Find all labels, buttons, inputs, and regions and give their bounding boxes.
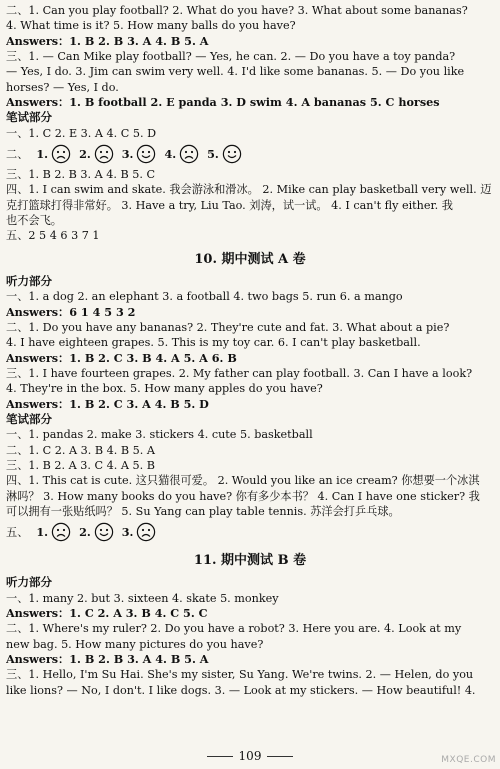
text-line: 五、2 5 4 6 3 7 1 bbox=[6, 229, 100, 243]
section-10-title: 10. 期中测试 A 卷 bbox=[194, 251, 306, 267]
text-line: 克打篮球打得非常好。 3. Have a try, Liu Tao. 刘涛，试一试。 4. I can't fly either. 我 bbox=[6, 198, 453, 212]
face-answer-number: 2. bbox=[79, 525, 91, 540]
face-answer bbox=[36, 144, 71, 164]
text-line: 三、1. I have fourteen grapes. 2. My father can play football. 3. Can I have a look? bbox=[6, 366, 473, 380]
text-line: 二、1. C 2. A 3. B 4. B 5. A bbox=[6, 443, 155, 457]
sad-face-icon bbox=[94, 144, 114, 164]
sad-face-icon bbox=[51, 522, 71, 542]
text-line: 淋吗？ 3. How many books do you have? 你有多少本书？ 4. Can I have one sticker? 我 bbox=[6, 489, 480, 503]
sad-face-icon bbox=[51, 144, 71, 164]
text-line: Answers：1. B 2. B 3. A 4. B 5. A bbox=[6, 33, 209, 48]
happy-face-icon bbox=[94, 522, 114, 542]
text-line: 一、1. pandas 2. make 3. stickers 4. cute 5. basketball bbox=[6, 428, 313, 442]
face-answer-number: 1. bbox=[36, 525, 49, 540]
text-line: 笔试部分 bbox=[6, 110, 52, 125]
face-answer-number: 1. bbox=[36, 147, 49, 162]
text-line: 听力部分 bbox=[6, 273, 52, 288]
text-line: 4. They're in the box. 5. How many apples do you have? bbox=[6, 382, 323, 396]
face-answer bbox=[122, 522, 157, 542]
face-answer bbox=[79, 522, 114, 542]
faces-row-prefix: 五、 bbox=[6, 526, 29, 540]
watermark-logo: MXQE.COM bbox=[441, 755, 496, 765]
text-line: 听力部分 bbox=[6, 575, 52, 590]
text-line: like lions? — No, I don't. I like dogs. 3. — Look at my stickers. — How beautiful! 4. bbox=[6, 683, 476, 697]
face-answer-number: 2. bbox=[79, 147, 91, 162]
text-line: 三、1. B 2. A 3. C 4. A 5. B bbox=[6, 458, 155, 472]
text-line: Answers：1. B football 2. E panda 3. D swim 4. A bananas 5. C horses bbox=[6, 95, 440, 110]
text-line: Answers：1. C 2. A 3. B 4. C 5. C bbox=[6, 606, 208, 620]
text-line: Answers：6 1 4 5 3 2 bbox=[6, 304, 136, 319]
text-line: 三、1. — Can Mike play football? — Yes, he can. 2. — Do you have a toy panda? bbox=[6, 50, 456, 64]
text-line: — Yes, I do. 3. Jim can swim very well. 4. I'd like some bananas. 5. — Do you like bbox=[6, 65, 465, 79]
text-line: 二、1. Where's my ruler? 2. Do you have a robot? 3. Here you are. 4. Look at my bbox=[6, 622, 462, 636]
text-line: 4. What time is it? 5. How many balls do you have? bbox=[6, 19, 296, 33]
text-line: 三、1. B 2. B 3. A 4. B 5. C bbox=[6, 168, 156, 182]
page-footer bbox=[0, 749, 500, 763]
sad-face-icon bbox=[179, 144, 199, 164]
face-answer bbox=[207, 144, 242, 164]
text-line: 4. I have eighteen grapes. 5. This is my toy car. 6. I can't play basketball. bbox=[6, 336, 421, 350]
face-answer bbox=[36, 522, 71, 542]
text-line: Answers：1. B 2. C 3. B 4. A 5. A 6. B bbox=[6, 350, 237, 365]
section-9-written-answers bbox=[6, 167, 494, 244]
happy-face-icon bbox=[136, 144, 156, 164]
faces-row-prefix: 二、 bbox=[6, 148, 29, 162]
text-line: 二、1. Can you play football? 2. What do you have? 3. What about some bananas? bbox=[6, 4, 468, 17]
face-answer bbox=[79, 144, 114, 164]
faces-row-er bbox=[6, 141, 494, 167]
text-line: 一、1. C 2. E 3. A 4. C 5. D bbox=[6, 126, 157, 140]
text-line: 四、1. I can swim and skate. 我会游泳和滑冰。 2. Mike can play basketball very well. 迈 bbox=[6, 183, 492, 197]
text-line: Answers：1. B 2. B 3. A 4. B 5. A bbox=[6, 652, 209, 667]
face-answer-number: 5. bbox=[207, 147, 219, 162]
face-answer-number: 3. bbox=[121, 525, 134, 540]
happy-face-icon bbox=[222, 144, 242, 164]
face-answer bbox=[122, 144, 157, 164]
text-line: new bag. 5. How many pictures do you have? bbox=[6, 637, 264, 651]
text-line: 也不会飞。 bbox=[6, 214, 62, 228]
section-10-answers bbox=[6, 274, 494, 520]
text-line: 笔试部分 bbox=[6, 411, 52, 426]
faces-row-wu bbox=[6, 519, 494, 545]
text-line: Answers：1. B 2. C 3. A 4. B 5. D bbox=[6, 396, 209, 411]
text-line: 三、1. Hello, I'm Su Hai. She's my sister, Su Yang. We're twins. 2. — Helen, do you bbox=[6, 668, 474, 682]
text-line: 一、1. a dog 2. an elephant 3. a football 4. two bags 5. run 6. a mango bbox=[6, 290, 403, 304]
text-line: horses? — Yes, I do. bbox=[6, 80, 119, 94]
page-number: 109 bbox=[238, 749, 262, 763]
sad-face-icon bbox=[136, 522, 156, 542]
section-9-answers bbox=[6, 3, 494, 141]
text-line: 一、1. many 2. but 3. sixteen 4. skate 5. monkey bbox=[6, 591, 279, 605]
text-line: 可以拥有一张贴纸吗？ 5. Su Yang can play table tennis. 苏洋会打乒乓球。 bbox=[6, 504, 400, 518]
text-line: 二、1. Do you have any bananas? 2. They're cute and fat. 3. What about a pie? bbox=[6, 320, 450, 334]
face-answer bbox=[164, 144, 199, 164]
section-11-title: 11. 期中测试 B 卷 bbox=[193, 553, 307, 569]
section-11-answers bbox=[6, 575, 494, 698]
text-line: 四、1. This cat is cute. 这只猫很可爱。 2. Would you like an ice cream? 你想要一个冰淇 bbox=[6, 474, 480, 488]
face-answer-number: 3. bbox=[121, 147, 134, 162]
face-answer-number: 4. bbox=[164, 147, 177, 162]
